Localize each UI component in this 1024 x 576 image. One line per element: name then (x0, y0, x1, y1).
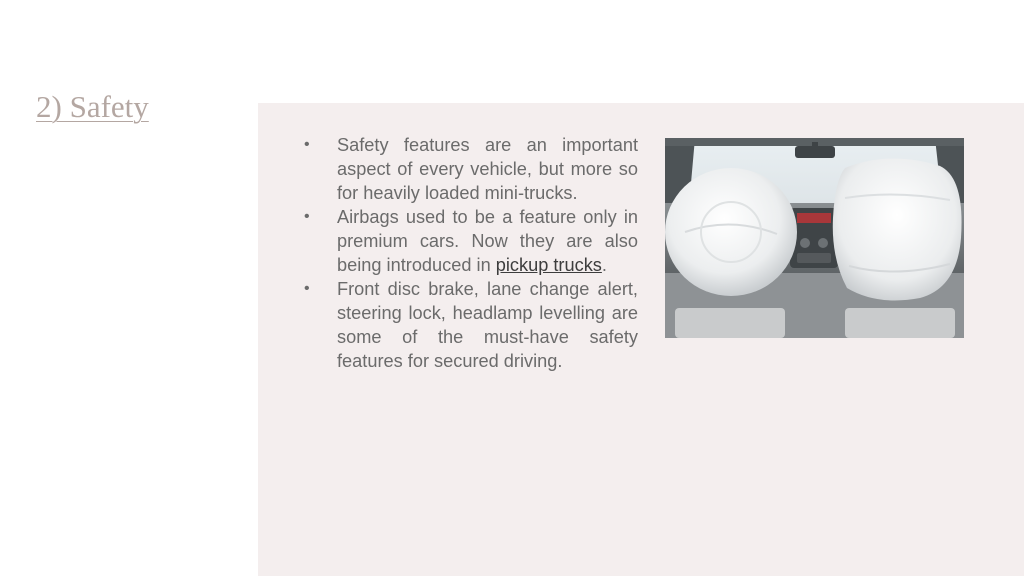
bullet-text: Front disc brake, lane change alert, steering lock, headlamp levelling are some of the must-have safety features for secured driving. (337, 279, 638, 371)
airbag-photo (665, 138, 964, 338)
bullet-list (300, 133, 638, 373)
bullet-item-safety-features (300, 133, 638, 205)
bullet-icon: • (304, 208, 310, 225)
bullet-icon: • (304, 136, 310, 153)
pickup-trucks-link[interactable]: pickup trucks (495, 255, 602, 275)
bullet-item-airbags (300, 205, 638, 277)
bullet-text-end: . (601, 255, 607, 275)
bullet-text: Airbags used to be a feature only in premium cars. Now they are also being introduced in (337, 207, 638, 275)
bullet-icon: • (304, 280, 310, 297)
bullet-text: Safety features are an important aspect of every vehicle, but more so for heavily loaded mini-trucks. (337, 135, 638, 203)
slide-title: 2) Safety (36, 89, 149, 124)
bullet-item-brakes (300, 277, 638, 373)
